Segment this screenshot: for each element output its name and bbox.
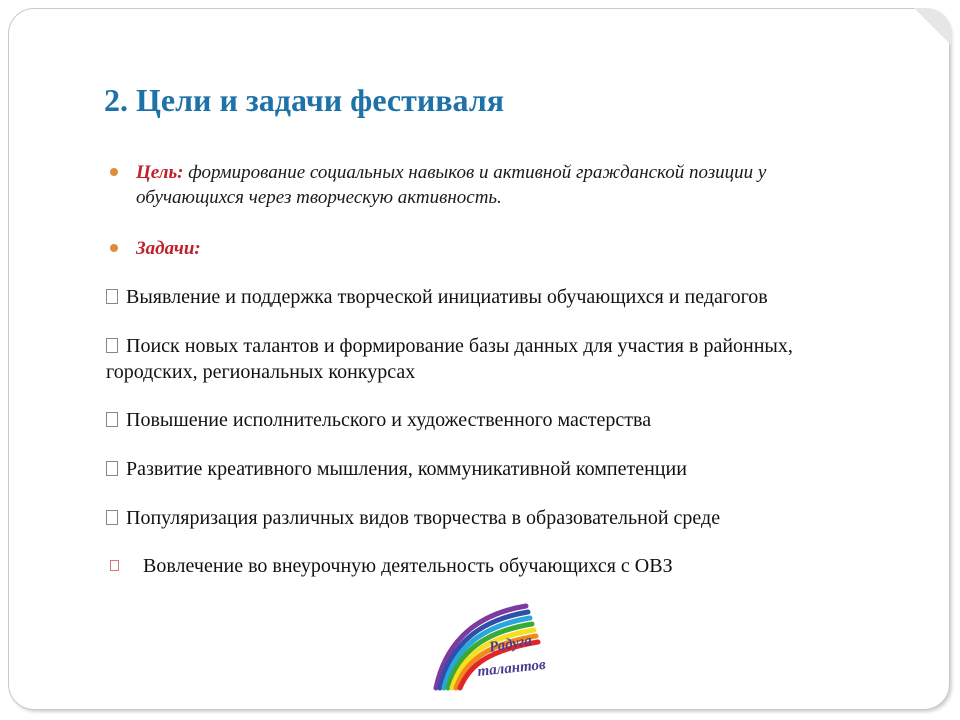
tasks-label: Задачи: <box>136 238 201 259</box>
task-text: Развитие креативного мышления, коммуникативной компетенции <box>126 458 687 480</box>
checkbox-square-icon <box>110 560 119 571</box>
logo-line2: талантов <box>476 656 547 680</box>
bullet-dot-icon <box>110 168 118 176</box>
task-item <box>110 553 830 579</box>
slide-title: 2. Цели и задачи фестиваля <box>104 82 505 118</box>
bullet-dot-icon <box>110 244 118 252</box>
task-text: Популяризация различных видов творчества в образовательной среде <box>126 507 721 529</box>
goal-bullet <box>110 160 870 210</box>
task-item <box>106 407 826 433</box>
checkbox-square-icon <box>106 510 118 525</box>
checkbox-square-icon <box>106 338 118 353</box>
task-item <box>106 284 826 310</box>
logo-line1: Радуга <box>487 632 534 656</box>
task-item <box>106 333 826 385</box>
tasks-bullet <box>110 236 201 261</box>
task-text: Повышение исполнительского и художественного мастерства <box>126 409 652 431</box>
task-item <box>106 505 826 531</box>
goal-content <box>136 160 870 210</box>
task-text: Выявление и поддержка творческой инициативы обучающихся и педагогов <box>126 286 768 308</box>
goal-label: Цель: <box>136 162 184 183</box>
task-text: Поиск новых талантов и формирование базы данных для участия в районных, городских, региональных конкурсах <box>106 335 793 383</box>
goal-text: формирование социальных навыков и активной гражданской позиции у обучающихся через творческую активность. <box>136 162 767 208</box>
checkbox-square-icon <box>106 412 118 427</box>
checkbox-square-icon <box>106 461 118 476</box>
task-item <box>106 456 826 482</box>
checkbox-square-icon <box>106 289 118 304</box>
rainbow-logo <box>428 600 552 692</box>
task-text: Вовлечение во внеурочную деятельность обучающихся с ОВЗ <box>143 555 673 577</box>
